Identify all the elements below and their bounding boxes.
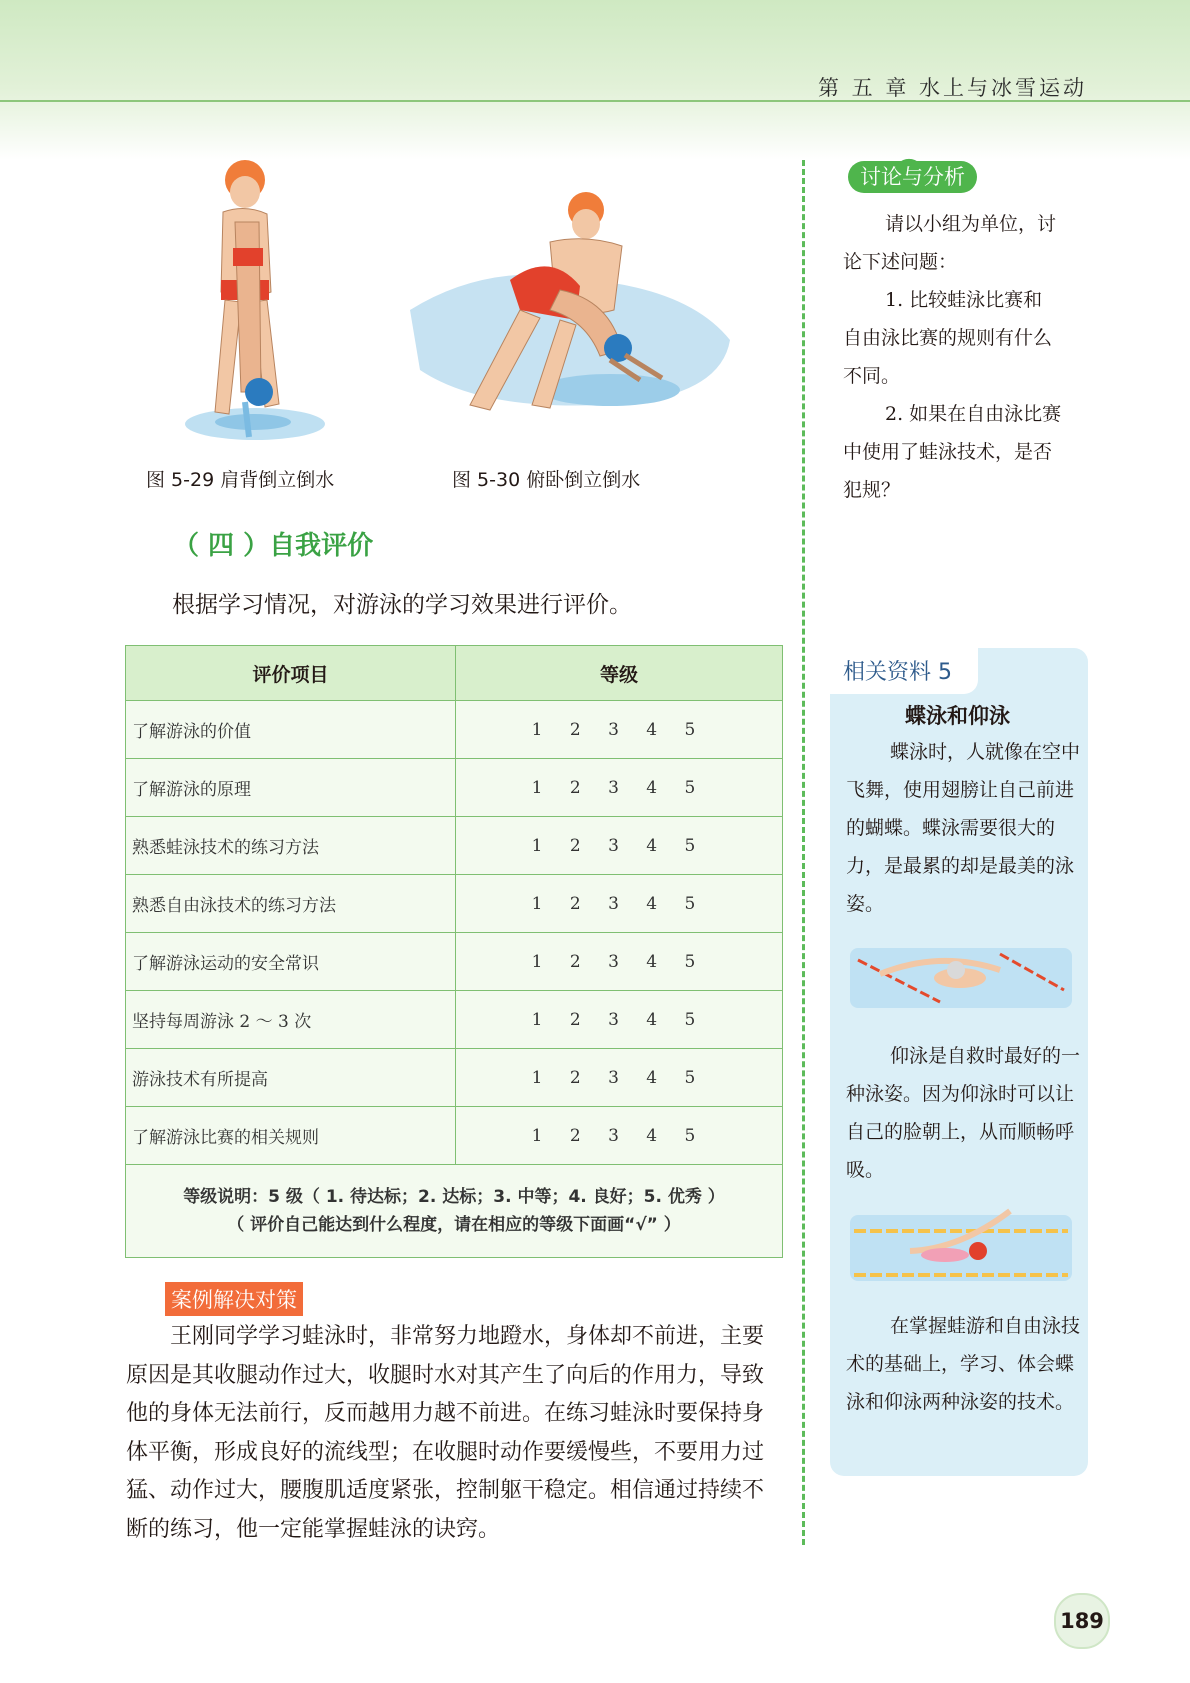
- related-resource-title: 相关资料 5: [843, 660, 952, 685]
- discussion-q1-b: 自由泳比赛的规则有什么: [843, 327, 1053, 349]
- discussion-q1-a: 1. 比较蛙泳比赛和: [885, 289, 1043, 311]
- resource-paragraph-summary: [846, 1307, 1082, 1421]
- grade-options[interactable]: 1 2 3 4 5: [456, 933, 783, 991]
- figure-5-30-caption: 图 5-30 俯卧倒立倒水: [452, 469, 641, 491]
- discussion-q1-c: 不同。: [843, 365, 901, 387]
- table-row: [126, 817, 783, 875]
- column-divider: [802, 160, 805, 1545]
- grade-options[interactable]: 1 2 3 4 5: [456, 875, 783, 933]
- evaluation-item: 了解游泳的原理: [126, 759, 456, 817]
- table-row: [126, 933, 783, 991]
- related-resource-subtitle: 蝶泳和仰泳: [905, 704, 1010, 728]
- page-number: 189: [1054, 1593, 1110, 1649]
- grade-options[interactable]: 1 2 3 4 5: [456, 701, 783, 759]
- table-note-row: [126, 1165, 783, 1258]
- discussion-intro-b: 论下述问题：: [843, 251, 958, 273]
- evaluation-item: 熟悉自由泳技术的练习方法: [126, 875, 456, 933]
- resource-paragraph-backstroke: [846, 1037, 1082, 1189]
- case-solution-text: 王刚同学学习蛙泳时，非常努力地蹬水，身体却不前进，主要原因是其收腿动作过大，收腿时水对其产生了向后的作用力，导致他的身体无法前行，反而越用力越不前进。在练习蛙泳时要保持身体平衡，形成良好的流线型；在收腿时动作要缓慢些，不要用力过猛、动作过大，腰腹肌适度紧张，控制躯干稳定。相信通过持续不断的练习，他一定能掌握蛙泳的诀窍。: [126, 1324, 765, 1542]
- case-solution-tag: 案例解决对策: [165, 1282, 303, 1316]
- section-title: （ 四 ）自我评价: [173, 531, 374, 561]
- grade-options[interactable]: 1 2 3 4 5: [456, 991, 783, 1049]
- chapter-title: 第 五 章 水上与冰雪运动: [818, 76, 1088, 100]
- evaluation-item: 坚持每周游泳 2 ～ 3 次: [126, 991, 456, 1049]
- grade-note-line-2: （ 评价自己能达到什么程度，请在相应的等级下面画“√” ）: [227, 1215, 681, 1235]
- evaluation-item: 了解游泳的价值: [126, 701, 456, 759]
- figure-5-29-caption: 图 5-29 肩背倒立倒水: [146, 469, 335, 491]
- discussion-text: [843, 205, 1091, 509]
- butterfly-stroke-illustration: [850, 940, 1072, 1016]
- discussion-q2-a: 2. 如果在自由泳比赛: [885, 403, 1062, 425]
- section-intro: 根据学习情况，对游泳的学习效果进行评价。: [172, 592, 632, 618]
- grade-options[interactable]: 1 2 3 4 5: [456, 817, 783, 875]
- evaluation-item: 游泳技术有所提高: [126, 1049, 456, 1107]
- column-header-item: 评价项目: [126, 646, 456, 701]
- table-row: [126, 759, 783, 817]
- evaluation-item: 了解游泳运动的安全常识: [126, 933, 456, 991]
- resource-text-butterfly: 蝶泳时，人就像在空中飞舞，使用翅膀让自己前进的蝴蝶。蝶泳需要很大的力，是最累的却是最美的泳姿。: [846, 741, 1081, 915]
- grade-note-line-1: 等级说明：5 级（ 1. 待达标；2. 达标；3. 中等；4. 良好；5. 优秀 ）: [183, 1187, 725, 1207]
- table-row: [126, 1107, 783, 1165]
- resource-text-summary: 在掌握蛙游和自由泳技术的基础上，学习、体会蝶泳和仰泳两种泳姿的技术。: [846, 1315, 1081, 1413]
- self-evaluation-table: [125, 645, 783, 1258]
- discussion-q2-b: 中使用了蛙泳技术，是否: [843, 441, 1053, 463]
- table-row: [126, 875, 783, 933]
- evaluation-item: 熟悉蛙泳技术的练习方法: [126, 817, 456, 875]
- grade-note: [126, 1165, 783, 1258]
- resource-paragraph-butterfly: [846, 733, 1082, 923]
- figure-prone-inversion: [400, 190, 750, 440]
- grade-options[interactable]: 1 2 3 4 5: [456, 759, 783, 817]
- discussion-title: 讨论与分析: [848, 161, 977, 193]
- figure-shoulder-inversion: [175, 152, 345, 452]
- column-header-grade: 等级: [456, 646, 783, 701]
- table-row: [126, 991, 783, 1049]
- table-row: [126, 1049, 783, 1107]
- discussion-intro-a: 请以小组为单位，讨: [885, 213, 1057, 235]
- backstroke-illustration: [850, 1205, 1072, 1291]
- discussion-q2-c: 犯规？: [843, 479, 901, 501]
- evaluation-item: 了解游泳比赛的相关规则: [126, 1107, 456, 1165]
- grade-options[interactable]: 1 2 3 4 5: [456, 1107, 783, 1165]
- table-row: [126, 701, 783, 759]
- grade-options[interactable]: 1 2 3 4 5: [456, 1049, 783, 1107]
- resource-text-backstroke: 仰泳是自救时最好的一种泳姿。因为仰泳时可以让自己的脸朝上，从而顺畅呼吸。: [846, 1045, 1081, 1181]
- table-header-row: [126, 646, 783, 701]
